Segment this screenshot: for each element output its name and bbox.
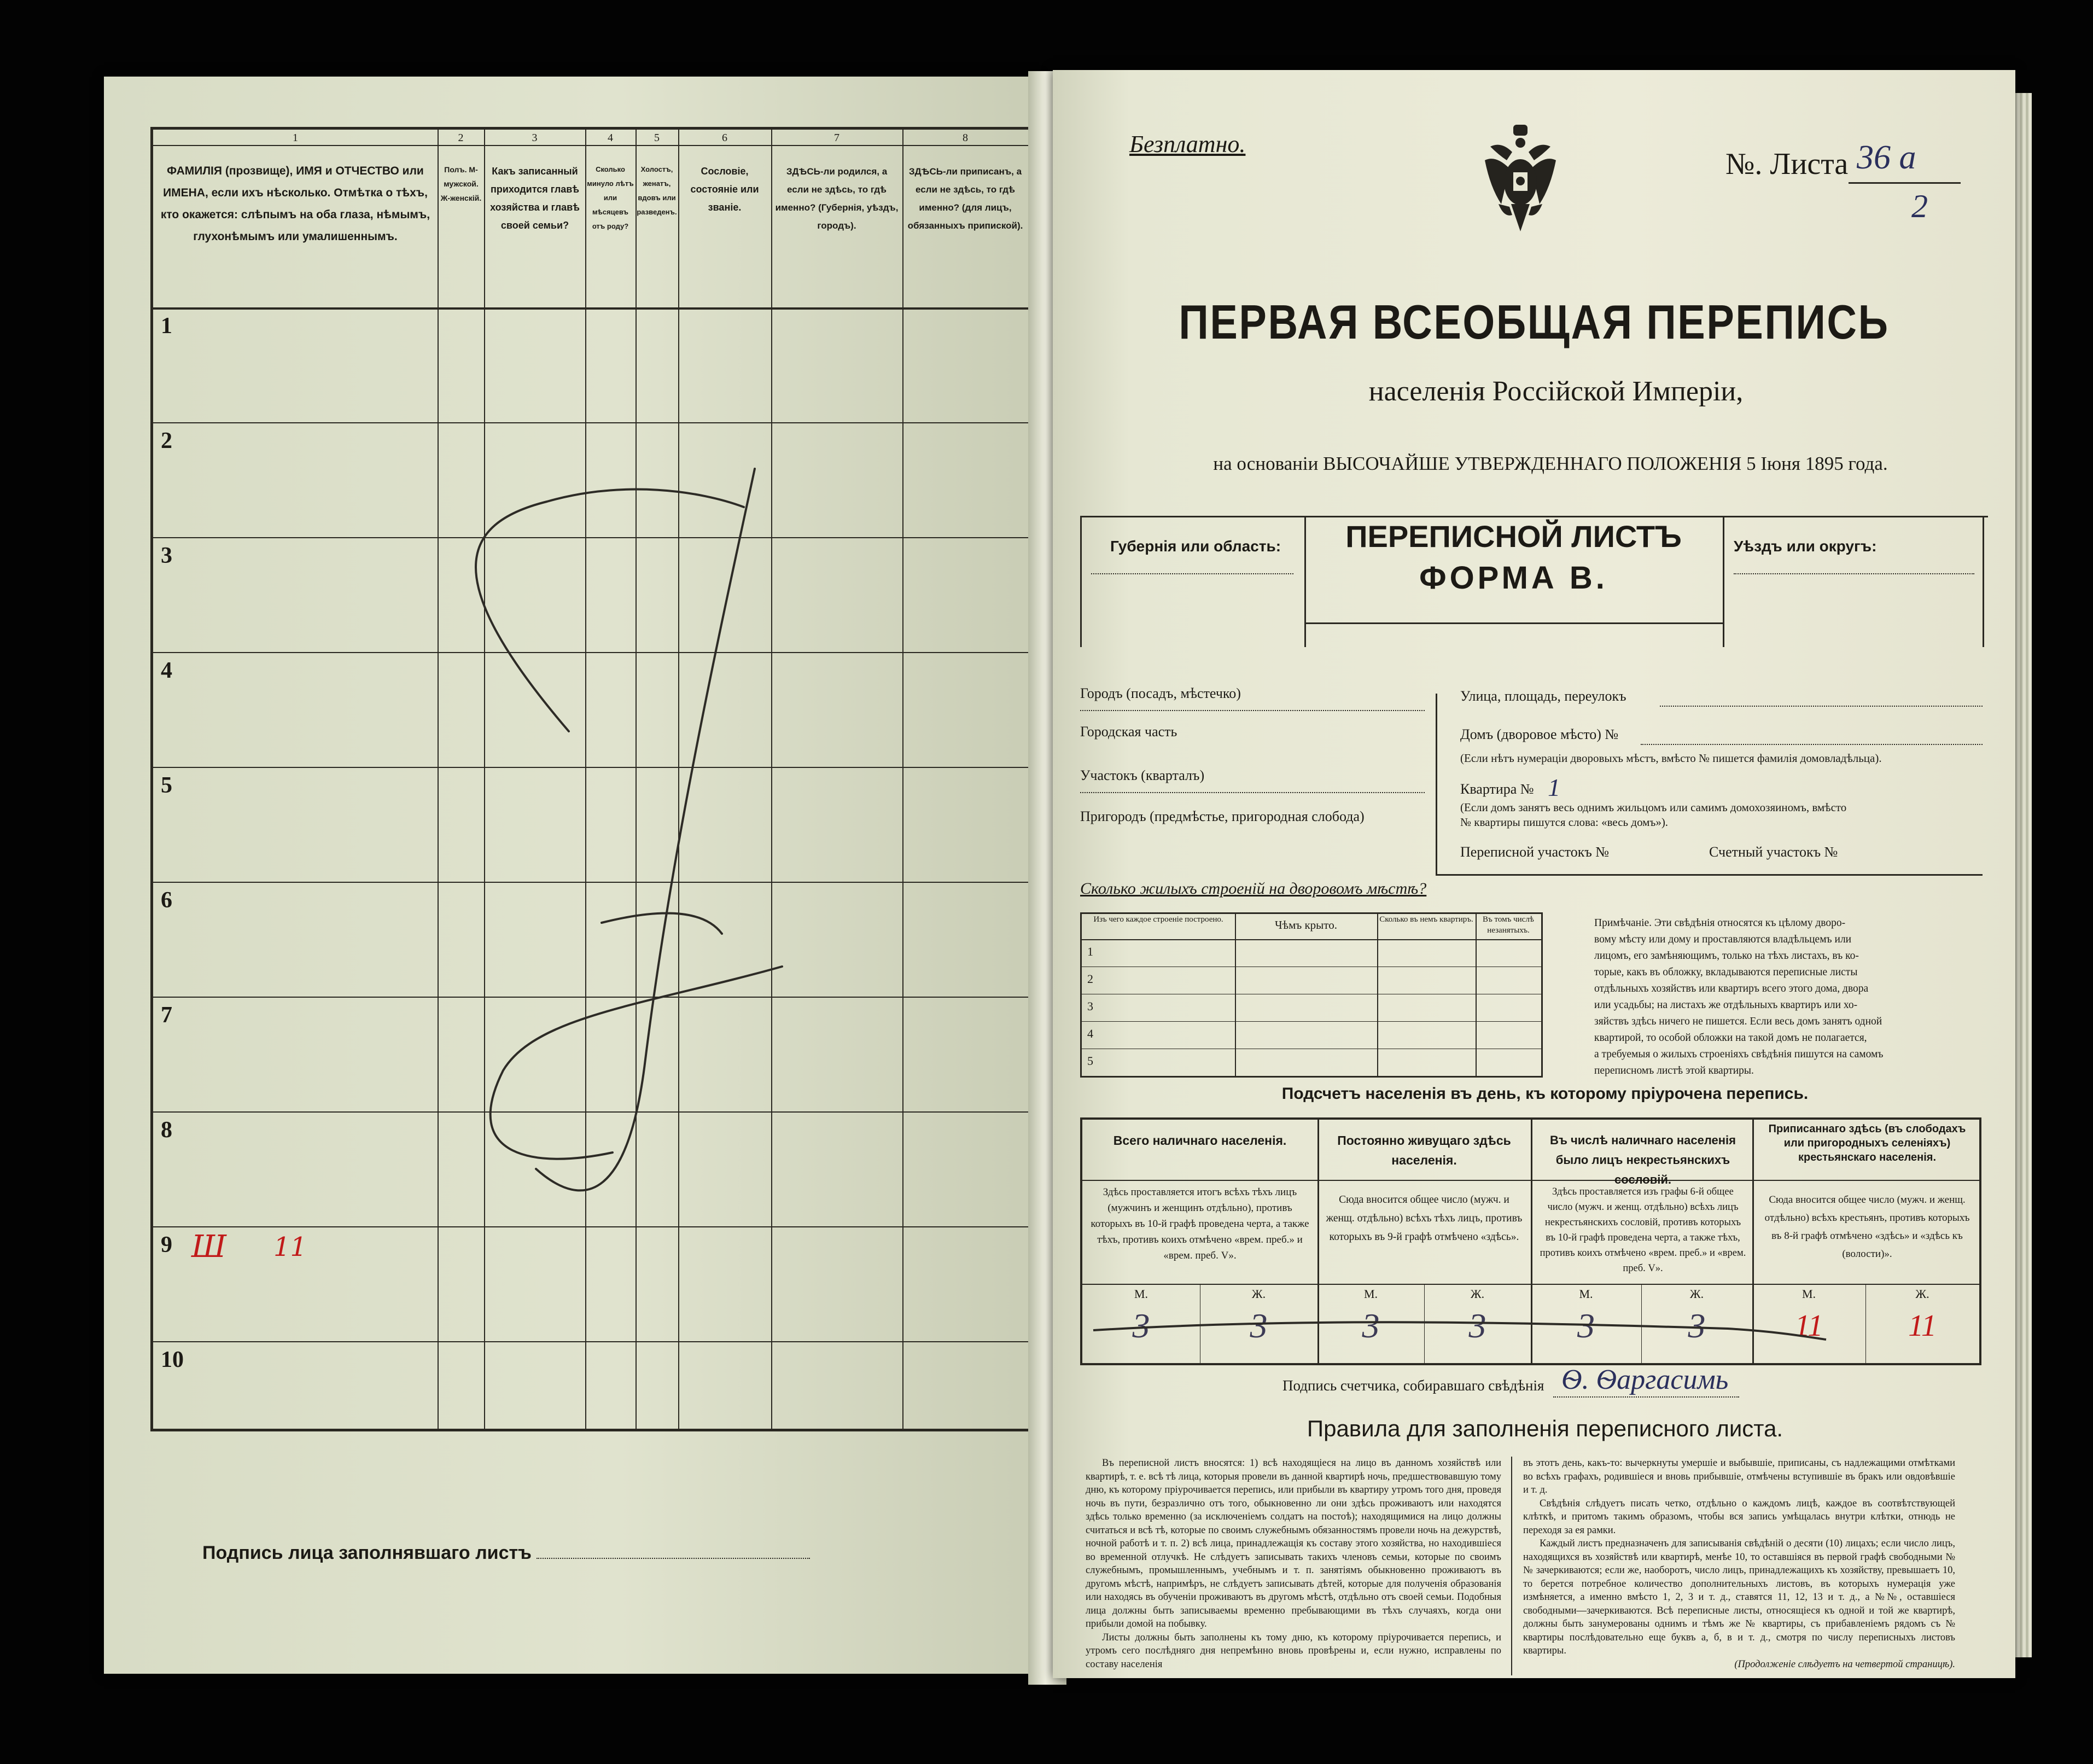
uezd-label: Уѣздъ или округъ: [1734,538,1877,555]
sex-label-m: М. [1579,1287,1593,1301]
cancellation-stroke [153,130,1028,1429]
sex-label-f: Ж. [1251,1287,1266,1301]
page-subtitle: населенія Россійской Имперіи, [1368,376,1744,407]
sheet-number-value: 36 а [1857,139,1916,176]
column-header-marital: Холостъ, женатъ, вдовъ или разведенъ. [637,165,677,216]
row-number: 7 [161,1003,172,1028]
form-title: ПЕРЕПИСНОЙ ЛИСТЪ [1345,519,1682,554]
count-description: Сюда вносится общее число (мужч. и женщ. отдѣльно) всѣхъ крестьянъ, противъ которыхъ въ 8-й графѣ отмѣчено «здѣсь» и «здѣсь къ (волости)». [1764,1194,1970,1260]
street-label: Улица, площадь, переулокъ [1460,688,1626,704]
column-number: 8 [963,132,968,144]
buildings-header: Въ томъ числѣ незанятыхъ. [1483,915,1534,935]
count-strike-line [1082,1284,1979,1363]
column-number: 1 [293,132,298,144]
row-number: 8 [161,1117,172,1143]
count-value: 11 [1908,1309,1937,1343]
count-value: 3 [1250,1306,1268,1345]
count-header-total: Всего наличнаго населенія. [1113,1133,1287,1148]
column-header-sex: Полъ. М-мужской. Ж-женскій. [440,165,482,202]
rules-paragraph: Листы должны быть заполнены къ тому дню, къ которому пріурочивается перепись, и утромъ сего послѣдняго дня непремѣнно вновь провѣрены и, если нужно, исправлены по составу населенія [1086,1632,1501,1670]
sex-label-f: Ж. [1689,1287,1704,1301]
row-number: 5 [161,773,172,798]
column-number: 4 [608,132,613,144]
district-label: Городская часть [1080,724,1177,740]
form-subtitle: ФОРМА В. [1419,560,1608,596]
buildings-question: Сколько жилыхъ строеній на дворовомъ мѣстѣ? [1080,880,1427,898]
count-header-permanent: Постоянно живущаго здѣсь населенія. [1337,1133,1511,1167]
row-number: 3 [161,543,172,568]
sex-label-m: М. [1134,1287,1148,1301]
row-number: 9 [161,1232,172,1257]
house-label: Домъ (дворовое мѣсто) № [1460,726,1619,742]
person-table [150,127,1031,1431]
apartment-value: 1 [1548,773,1560,801]
column-number: 5 [654,132,660,144]
column-header-name: ФАМИЛІЯ (прозвище), ИМЯ и ОТЧЕСТВО или ИМЕНА, если ихъ нѣсколько. Отмѣтка о тѣхъ, кто окажется: слѣпымъ на оба глаза, нѣмымъ, глухонѣмымъ или умалишеннымъ. [160,165,430,243]
right-page [1053,70,2015,1678]
column-header-age: Сколько минуло лѣтъ или мѣсяцевъ отъ роду? [587,165,634,230]
rules-continuation: (Продолженіе слѣдуетъ на четвертой страницѣ). [1734,1658,1955,1670]
buildings-table [1080,912,1543,1078]
column-number: 7 [834,132,839,144]
count-description: Сюда вносится общее число (мужч. и женщ. отдѣльно) всѣхъ тѣхъ лицъ, противъ которыхъ въ 9-й графѣ отмѣчено «здѣсь». [1326,1194,1523,1243]
sheet-number-extra: 2 [1911,188,1928,224]
rules-left-column [1086,1457,1501,1671]
column-number: 3 [532,132,538,144]
column-number: 6 [722,132,727,144]
column-header-relation: Какъ записанный приходится главѣ хозяйства и главѣ своей семьи? [490,166,580,231]
rules-paragraph: въ этотъ день, какъ-то: вычеркнуты умершіе и выбывшіе, приписаны, съ надлежащими отмѣтками во всѣхъ графахъ, родившіеся и вновь прибывшіе, отмѣчены вступившіе въ бракъ или овдовѣвшіе и т. д. [1523,1458,1955,1495]
buildings-row-number: 4 [1087,1027,1093,1040]
rules-right-column [1523,1457,1955,1671]
column-header-estate: Сословіе, состояніе или званіе. [690,166,759,213]
buildings-row-number: 5 [1087,1054,1093,1068]
count-description: Здѣсь проставляется итогъ всѣхъ тѣхъ лицъ (мужчинъ и женщинъ отдѣльно), противъ которыхъ въ 10-й графѣ проведена черта, а также тѣхъ, противъ коихъ отмѣчено «врем. преб.» и «врем. преб. V». [1091,1186,1309,1261]
count-value: 3 [1688,1306,1706,1345]
count-value: 3 [1577,1306,1595,1345]
buildings-note: Примѣчаніе. Эти свѣдѣнія относятся къ цѣлому дворо- вому мѣсту или дому и проставляются владѣльцемъ или лицомъ, его замѣняющимъ, только на тѣхъ листахъ, въ ко- торые, какъ въ обложку, вкладываются переписные листы отдѣльныхъ хозяйствъ или квартиръ всего этого дома, двора или усадьбы; на листахъ же отдѣльныхъ квартиръ или хо- зяйствъ здѣсь ничего не пишется. Если весь домъ занятъ одной квартирой, то особой обложки на такой домъ не полагается, а требуемыя о жилыхъ строеніяхъ свѣдѣнія пишутся на самомъ переписномъ листѣ этой квартиры. [1594,917,1884,1076]
imperial-eagle-icon [1479,122,1561,237]
suburb-label: Пригородъ (предмѣстье, пригородная слобода) [1080,808,1365,824]
census-section-label: Переписной участокъ № [1460,844,1610,860]
count-value: 3 [1468,1306,1486,1345]
sex-label-f: Ж. [1470,1287,1485,1301]
rules-paragraph: Каждый листъ предназначенъ для записыванія свѣдѣній о десяти (10) лицахъ; если число лицъ, находящихся въ хозяйствѣ или квартирѣ, менѣе 10, то оставшіяся въ первой графѣ свободными №№ зачеркиваются; если же, наоборотъ, число лицъ, принадлежащихъ къ хозяйству, превышаетъ 10, то берется потребное количество дополнительныхъ листовъ, въ которыхъ нумерація уже измѣняется, а именно вмѣсто 1, 2, 3 и т. д., ставятся 11, 12, 13 и т. д., а №№, оставшіеся свободными—зачеркиваются. Всѣ переписные листы, относящіеся къ одной и той же квартирѣ, должны быть занумерованы однимъ и тѣмъ же № квартиры, съ прибавленіемъ рядомъ съ № квартиры послѣдовательно еще буквъ а, б, в и т. д., смотря по числу переписныхъ листовъ квартиры. [1523,1538,1955,1656]
page-title: ПЕРВАЯ ВСЕОБЩАЯ ПЕРЕПИСЬ [1179,295,1890,349]
city-label: Городъ (посадъ, мѣстечко) [1080,685,1241,701]
count-table [1080,1117,1981,1365]
count-value: 3 [1132,1306,1150,1345]
buildings-row-number: 1 [1087,945,1093,958]
column-header-registration: ЗДѢСЬ-ли приписанъ, а если не здѣсь, то гдѣ именно? (для лицъ, обязанныхъ припиской). [907,166,1023,231]
count-value: 11 [1794,1309,1823,1343]
row-number: 6 [161,888,172,913]
sex-label-m: М. [1802,1287,1816,1301]
buildings-row-number: 2 [1087,972,1093,986]
buildings-header: Чѣмъ крыто. [1275,918,1337,932]
left-page [104,77,1039,1674]
buildings-row-number: 3 [1087,999,1093,1013]
sex-label-m: М. [1363,1287,1378,1301]
legal-basis: на основаніи ВЫСОЧАЙШЕ УТВЕРЖДЕННАГО ПОЛОЖЕНІЯ 5 Іюня 1895 года. [1213,453,1888,474]
row-number: 4 [161,658,172,683]
signature-label: Подпись лица заполнявшаго листъ [202,1542,532,1563]
rules-paragraph: Въ переписной листъ вносятся: 1) всѣ находящіеся на лицо въ данномъ хозяйствѣ или квартирѣ, т. е. всѣ тѣ лица, которыя провели въ данной квартирѣ ночь, предшествовавшую тому дню, къ которому пріурочивается перепись, или прибыли въ квартиру утромъ того дня, проведя ночь въ пути, безразлично отъ того, обыкновенно ли они здѣсь проживаютъ или находятся здѣсь только временно (за исключеніемъ солдатъ на постоѣ); находящимися на лицо должны считаться и всѣ тѣ, которые по своимъ служебнымъ обязанностямъ провели ночь на дежурствѣ, ночной работѣ и т. п. 2) всѣ лица, принадлежащія къ составу этого хозяйства, но находившіеся во временной отлучкѣ. Не слѣдуетъ записывать такихъ членовъ семьи, которые по своимъ служебнымъ, промышленнымъ, учебнымъ и т. п. занятіямъ обыкновенно проживаютъ въ другомъ мѣстѣ, напримѣръ, не слѣдуетъ записывать дѣтей, которые для полученія образованія или находясь въ обученіи проживаютъ въ другомъ мѣстѣ, отдѣльно отъ своей семьи. Подобныя лица должны быть записываемы временно пребывающими въ тѣхъ случаяхъ, когда они прибыли домой на побывку. [1086,1458,1501,1629]
row-number: 1 [161,313,172,339]
guberniya-label: Губернія или область: [1110,538,1281,555]
signature-line [202,1542,810,1564]
enumerator-label: Подпись счетчика, собиравшаго свѣдѣнія [1282,1377,1544,1394]
row-number: 10 [161,1347,184,1372]
count-value: 3 [1362,1306,1380,1345]
apartment-note-2: № квартиры пишутся слова: «весь домъ»). [1460,816,1669,829]
house-note: (Если нѣтъ нумераціи дворовыхъ мѣстъ, вмѣсто № пишется фамилія домовладѣльца). [1460,752,1882,765]
rules-title: Правила для заполненія переписного листа. [1307,1416,1783,1441]
enumerator-signature: Ѳ. Ѳаргасимь [1561,1364,1729,1395]
quarter-label: Участокъ (кварталъ) [1080,767,1205,783]
buildings-header: Сколько въ немъ квартиръ. [1379,915,1473,924]
sheet-number-label: №. Листа [1725,147,1849,181]
column-number: 2 [458,132,464,144]
apartment-label: Квартира № [1460,781,1534,797]
column-header-birthplace: ЗДѢСЬ-ли родился, а если не здѣсь, то гдѣ именно? (Губернія, уѣздъ, городъ). [775,166,899,231]
row9-mark-relation: 11 [273,1232,307,1262]
count-header-registered: Приписаннаго здѣсь (въ слободахъ или пригородныхъ селеніяхъ) крестьянскаго населенія. [1768,1123,1966,1163]
rules-paragraph: Свѣдѣнія слѣдуетъ писать четко, отдѣльно о каждомъ лицѣ, каждое въ соотвѣтствующей клѣткѣ, и притомъ такимъ образомъ, чтобы вся запись умѣщалась внутри клѣтки, отнюдь не переходя за ея рамки. [1523,1498,1955,1536]
count-title: Подсчетъ населенія въ день, къ которому пріурочена перепись. [1281,1085,1809,1103]
sex-label-f: Ж. [1915,1287,1929,1301]
buildings-header: Изъ чего каждое строеніе построено. [1093,915,1223,924]
count-header-non-peasant: Въ числѣ наличнаго населенія было лицъ некрестьянскихъ сословій. [1549,1133,1736,1186]
row9-mark-sex: Ш [191,1229,226,1265]
row-number: 2 [161,428,172,453]
apartment-note: (Если домъ занятъ весь однимъ жильцомъ или самимъ домохозяиномъ, вмѣсто [1460,801,1847,814]
counting-section-label: Счетный участокъ № [1709,844,1838,860]
count-description: Здѣсь проставляется изъ графы 6-й общее число (мужч. и женщ. отдѣльно) всѣхъ лицъ некрестьянскихъ сословій, противъ которыхъ въ 10-й графѣ проведена черта, а также тѣхъ, противъ коихъ отмѣчено «врем. преб.» и «врем. преб. V». [1540,1186,1746,1274]
free-label: Безплатно. [1129,131,1246,158]
